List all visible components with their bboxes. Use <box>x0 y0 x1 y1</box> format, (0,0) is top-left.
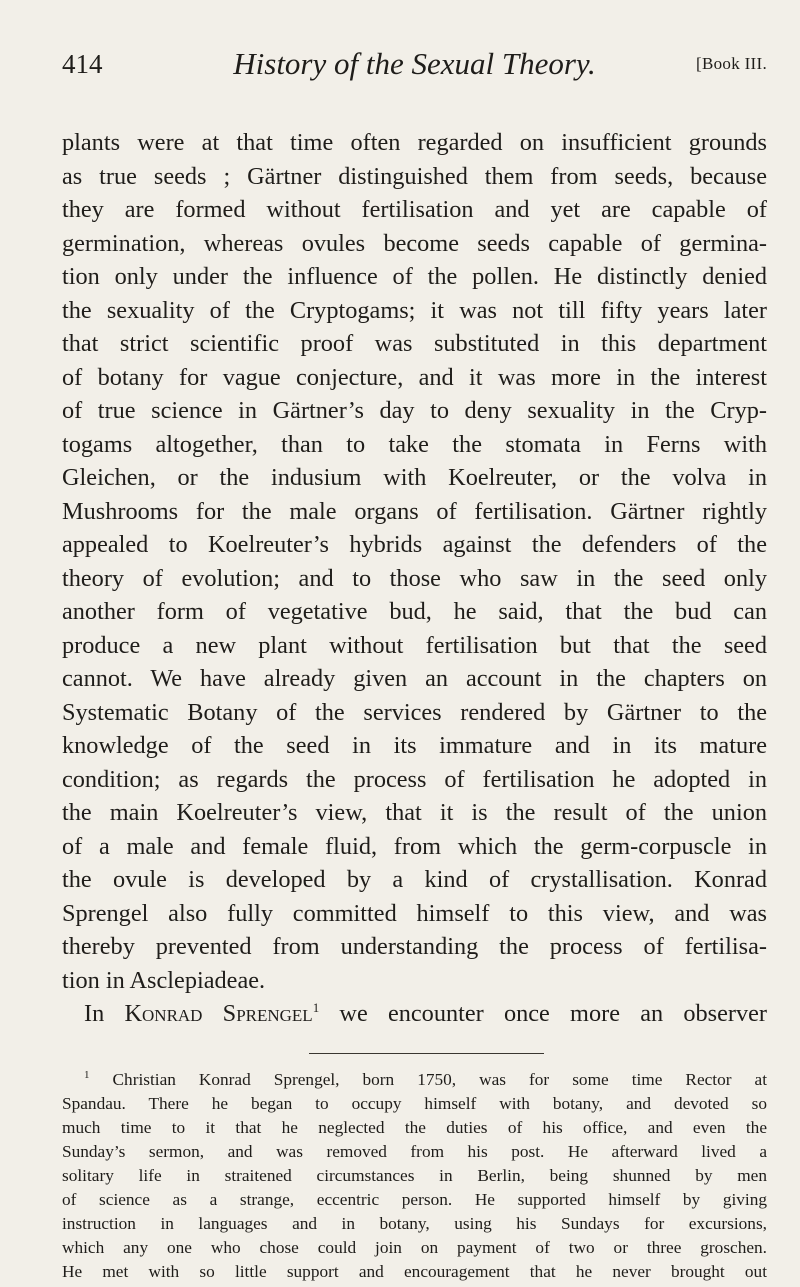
footnote-line: instruction in languages and in botany, using his Sundays for excursions, <box>62 1213 767 1233</box>
body-line: as true seeds ; Gärtner distinguished them from seeds, because <box>62 162 767 190</box>
footnote-line: of science as a strange, eccentric person. He supported himself by giving <box>62 1189 767 1209</box>
body-line: plants were at that time often regarded on insufficient grounds <box>62 129 767 156</box>
body-line: Systematic Botany of the services rendered by Gärtner to the <box>62 698 767 726</box>
body-line <box>62 997 767 1031</box>
body-line: togams altogether, than to take the stomata in Ferns with <box>62 430 767 458</box>
footnote-line: which any one who chose could join on payment of two or three groschen. <box>62 1237 767 1257</box>
body-line: Gleichen, or the indusium with Koelreuter, or the volva in <box>62 464 767 491</box>
body-line: thereby prevented from understanding the process of fertilisa- <box>62 933 767 960</box>
person-name: Konrad Sprengel <box>124 1000 313 1027</box>
last-paragraph <box>62 997 767 1031</box>
body-line: cannot. We have already given an account in the chapters on <box>62 665 767 692</box>
para-lead: In <box>84 1000 125 1027</box>
body-line: theory of evolution; and to those who saw in the seed only <box>62 564 767 592</box>
footnote-line: Sunday’s sermon, and was removed from his post. He afterward lived a <box>62 1141 767 1161</box>
body-line: tion only under the influence of the pollen. He distinctly denied <box>62 263 767 290</box>
body-line: of true science in Gärtner’s day to deny sexuality in the Cryp- <box>62 397 767 424</box>
body-line: condition; as regards the process of fertilisation he adopted in <box>62 765 767 793</box>
body-line: the sexuality of the Cryptogams; it was not till fifty years later <box>62 296 767 324</box>
running-header <box>62 42 767 86</box>
footnote-ref: 1 <box>312 999 320 1015</box>
body-line: of a male and female fluid, from which the germ-corpuscle in <box>62 832 767 860</box>
running-title: History of the Sexual Theory. <box>233 46 596 81</box>
footnote-line: solitary life in straitened circumstances in Berlin, being shunned by men <box>62 1165 767 1185</box>
book-page <box>62 42 767 1284</box>
body-line: knowledge of the seed in its immature and in its mature <box>62 732 767 759</box>
page-number: 414 <box>62 49 103 79</box>
footnote-line: He met with so little support and encouragement that he never brought out <box>62 1261 767 1281</box>
body-line: the main Koelreuter’s view, that it is the result of the union <box>62 799 767 826</box>
body-line: appealed to Koelreuter’s hybrids against the defenders of the <box>62 531 767 558</box>
body-line: they are formed without fertilisation and yet are capable of <box>62 196 767 223</box>
body-line: of botany for vague conjecture, and it was more in the interest <box>62 363 767 391</box>
footnote-line <box>62 1068 767 1092</box>
footnote-mark: 1 <box>84 1068 90 1081</box>
body-text <box>62 126 767 997</box>
body-line: germination, whereas ovules become seeds capable of germina- <box>62 229 767 257</box>
footnote-line: Spandau. There he began to occupy himself with botany, and devoted so <box>62 1093 767 1113</box>
body-line: tion in Asclepiadeae. <box>62 966 266 994</box>
footnote-rule <box>309 1053 544 1054</box>
body-line: produce a new plant without fertilisation but that the seed <box>62 631 767 659</box>
book-label: [Book III. <box>696 54 767 73</box>
para-rest: we encounter once more an observer <box>319 1000 767 1027</box>
body-line: Mushrooms for the male organs of fertilisation. Gärtner rightly <box>62 497 767 525</box>
body-line: the ovule is developed by a kind of crystallisation. Konrad <box>62 866 767 893</box>
body-line: another form of vegetative bud, he said, that the bud can <box>62 598 767 625</box>
body-line: Sprengel also fully committed himself to this view, and was <box>62 899 767 927</box>
footnote-line: much time to it that he neglected the duties of his office, and even the <box>62 1117 767 1137</box>
body-line: that strict scientific proof was substituted in this department <box>62 330 767 357</box>
footnote <box>62 1068 767 1284</box>
footnote-first-line: Christian Konrad Sprengel, born 1750, was for some time Rector at <box>89 1069 767 1089</box>
